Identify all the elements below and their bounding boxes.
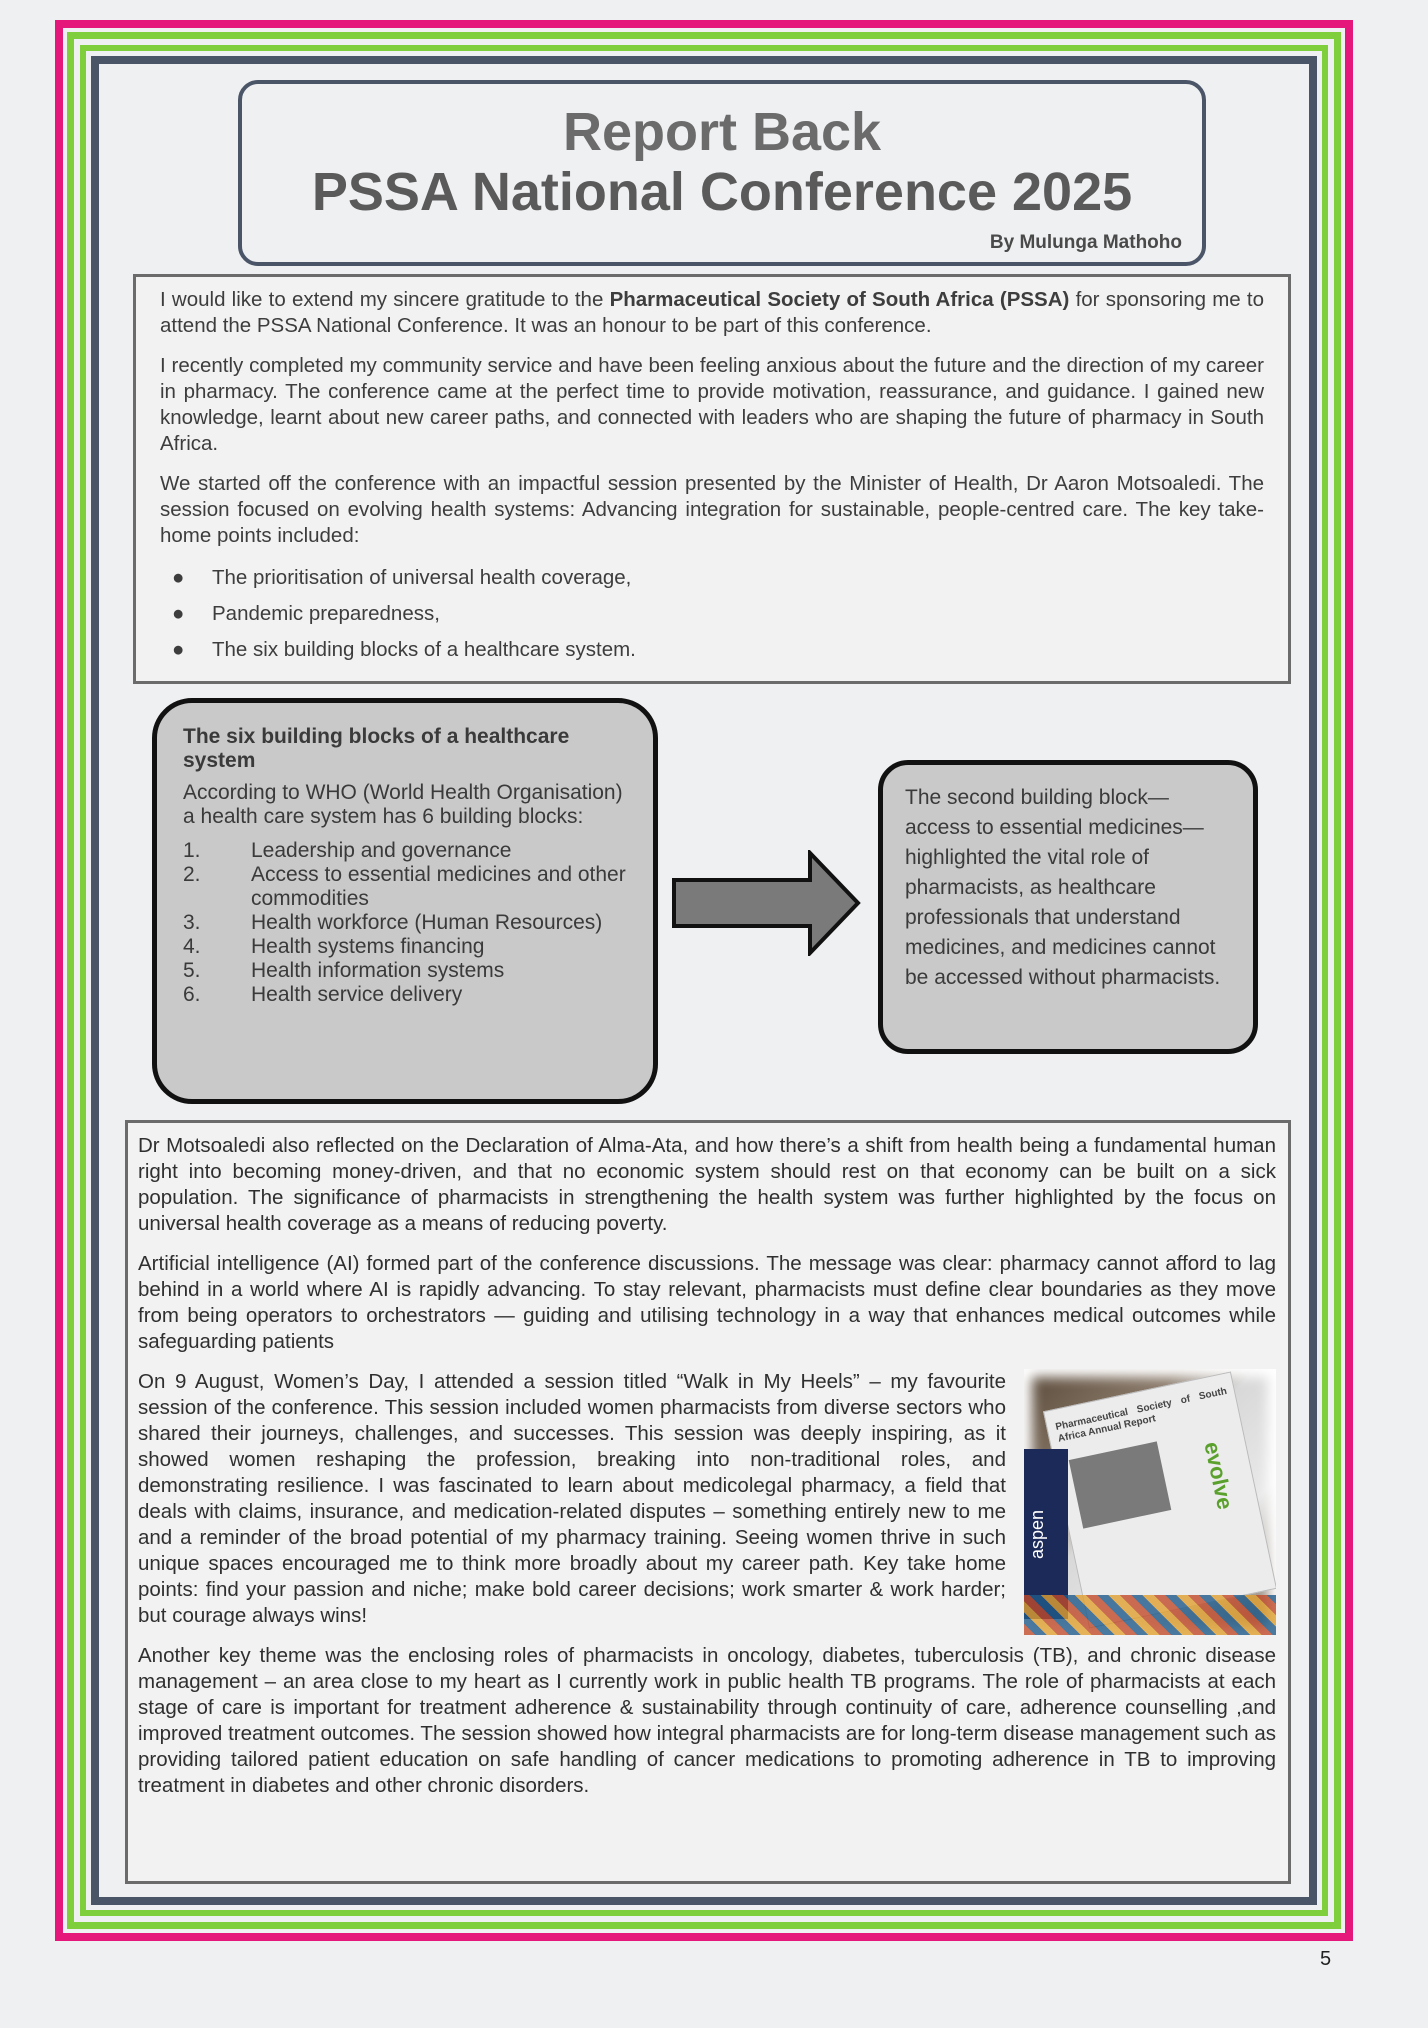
body-paragraph-1: Dr Motsoaledi also reflected on the Declaration of Alma-Ata, and how there’s a shift from health being a fundamental human right into becoming money-driven, and that no economic system should rest on that economy can be built on a sick population. The significance of pharmacists in strengthening the health system was further highlighted by the focus on universal health coverage as a means of reducing poverty. — [138, 1134, 1276, 1235]
list-item: 6. Health service delivery — [183, 983, 463, 1006]
title-box — [238, 80, 1206, 266]
bullet-icon: ● — [172, 638, 185, 661]
building-blocks-list — [183, 839, 629, 1007]
author-byline: By Mulunga Mathoho — [989, 232, 1182, 253]
body-paragraph-2: Artificial intelligence (AI) formed part of the conference discussions. The message was clear: pharmacy cannot afford to lag behind in a world where AI is rapidly advancing. To stay relevant, pharmacists must define clear boundaries as they move from being operators to orchestrators — guiding and utilising technology in a way that enhances medical outcomes while safeguarding patients — [138, 1252, 1276, 1353]
conference-photo — [1024, 1369, 1276, 1635]
bullet-icon: ● — [172, 602, 185, 625]
second-block-text: The second building block—access to essential medicines—highlighted the vital role of pharmacists, as healthcare professionals that understand medicines, and medicines cannot be accessed without pharmacists. — [905, 786, 1221, 989]
list-item: ● The prioritisation of universal health coverage, — [160, 563, 1264, 599]
pssa-name: Pharmaceutical Society of South Africa (PSSA) — [609, 288, 1070, 311]
list-item: 3. Health workforce (Human Resources) — [183, 911, 603, 934]
page-number: 5 — [1320, 1948, 1332, 1970]
body-paragraph-3: Pharmaceutical Society of South Africa Annual Report evolve aspen On 9 August, Women’s Day, I attended a session titled “Walk in My Heels” – my favourite session of the conference. This session included women pharmacists from diverse sectors who shared their journeys, challenges, and successes. This session was deeply inspiring, as it showed women reshaping the profession, breaking into non-traditional roles, and demonstrating resilience. I was fascinated to learn about medicolegal pharmacy, a field that deals with claims, insurance, and medication-related disputes – something entirely new to me and a reminder of the broad potential of my pharmacy training. Seeing women thrive in such unique spaces encouraged me to think more broadly about my career path. Key take home points: find your passion and niche; make bold career decisions; work smarter & work harder; but courage always wins! — [138, 1369, 1276, 1629]
intro-paragraph-3: We started off the conference with an impactful session presented by the Minister of Health, Dr Aaron Motsoaledi. The session focused on evolving health systems: Advancing integration for sustainable, people-centred care. The key take-home points included: — [160, 472, 1264, 547]
takeaway-list — [160, 563, 1264, 671]
intro-paragraph-1: I would like to extend my sincere gratitude to the Pharmaceutical Society of South Africa (PSSA) for sponsoring me to attend the PSSA National Conference. It was an honour to be part of this conference. — [160, 288, 1264, 337]
intro-section — [133, 274, 1291, 684]
aspen-logo: aspen — [1024, 1449, 1068, 1619]
annual-report-cover — [1043, 1371, 1276, 1628]
right-arrow-icon — [672, 850, 862, 956]
intro-paragraph-2: I recently completed my community service and have been feeling anxious about the future and the direction of my career in pharmacy. The conference came at the perfect time to provide motivation, reassurance, and guidance. I gained new knowledge, learnt about new career paths, and connected with leaders who are shaping the future of pharmacy in South Africa. — [160, 354, 1264, 455]
page-title: Report Back — [562, 102, 882, 162]
evolve-logo: evolve — [1199, 1439, 1239, 1512]
annual-report-title: Pharmaceutical Society of South Africa Annual Report — [1054, 1385, 1228, 1445]
bullet-icon: ● — [172, 566, 185, 589]
list-item: 4. Health systems financing — [183, 935, 485, 958]
report-photo — [1069, 1441, 1172, 1528]
second-block-callout — [878, 760, 1258, 1054]
body-section — [125, 1120, 1291, 1884]
list-item: ● Pandemic preparedness, — [160, 599, 1264, 635]
list-item: 2. Access to essential medicines and other commodities — [183, 863, 626, 910]
list-item: 5. Health information systems — [183, 959, 505, 982]
building-blocks-title: The six building blocks of a healthcare system — [183, 725, 570, 772]
body-paragraph-4: Another key theme was the enclosing roles of pharmacists in oncology, diabetes, tuberculosis (TB), and chronic disease management – an area close to my heart as I currently work in public health TB programs. The role of pharmacists at each stage of care is important for treatment adherence & sustainability through continuity of care, adherence counselling ,and improved treatment outcomes. The session showed how integral pharmacists are for long-term disease management such as providing tailored patient education on safe handling of cancer medications to promoting adherence in TB to improving treatment in diabetes and other chronic disorders. — [138, 1644, 1276, 1797]
list-item: 1. Leadership and governance — [183, 839, 512, 862]
list-item: ● The six building blocks of a healthcare system. — [160, 635, 1264, 671]
fabric-pattern — [1024, 1595, 1276, 1635]
building-blocks-box — [152, 698, 658, 1104]
building-blocks-intro: According to WHO (World Health Organisation) a health care system has 6 building blocks: — [183, 781, 623, 828]
page-subtitle: PSSA National Conference 2025 — [311, 162, 1133, 222]
